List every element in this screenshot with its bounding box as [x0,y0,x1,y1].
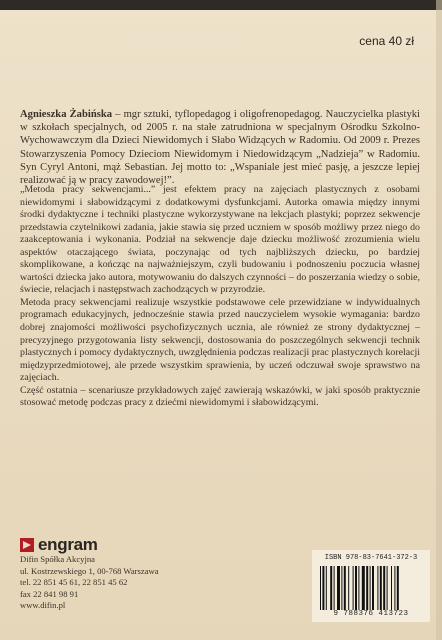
barcode-number: 9 788376 413723 [333,610,409,618]
author-name: Agnieszka Żabińska [20,109,113,120]
publisher-tel: tel. 22 851 45 61, 22 851 45 62 [20,577,128,587]
publisher-fax: fax 22 841 98 91 [20,588,79,599]
publisher-info [20,535,220,612]
barcode-icon [320,566,422,610]
publisher-address: ul. Kostrzewskiego 1, 00-768 Warszawa [20,565,159,576]
book-description [20,184,420,410]
description-paragraph-1: „Metoda pracy sekwencjami...” jest efektem pracy na zajęciach plastycznych z osobami niewidomymi i słabowidzącymi z dodatkowymi dysfunkcjami. Autorka omawia między innymi środki dydaktyczne i techniki plastyczne wykorzystywane na lekcjach plastyki; poprzez sekwencje przedstawia czytelnikowi zadania, jakie stawia się przed uczniem w sposób możliwy przez niego do zaakceptowania i wykonania. Podział na sekwencje daje dziecku możliwość zrozumienia wielu aspektów otaczającego świata, poczynając od tych najbliższych dziecku, po bardziej skomplikowane, a kończąc na najważniejszym, czyli budowaniu i podnoszeniu poczucia własnej wartości dziecka jako autora, motywowaniu do dalszych czynności – do poszerzania wiedzy o sobie, świecie, relacjach i następstwach zachodzących w przyrodzie. [20,184,420,296]
description-paragraph-3: Część ostatnia – scenariusze przykładowych zajęć zawierają wskazówki, w jaki sposób praktycznie stosować metodę podczas pracy z dziećmi niewidomymi i słabowidzącymi. [20,384,420,409]
price-label: cena 40 zł [359,34,414,48]
publisher-website: www.difin.pl [20,600,66,610]
publisher-logo [20,535,220,555]
author-bio-text: – mgr sztuki, tyflopedagog i oligofrenopedagog. Nauczycielka plastyki w szkołach specjalnych, od 2005 r. na stałe zatrudniona w specjalnym Ośrodku Szkolno-Wychowawczym dla Dzieci Niewidomych i Słabo Widzących w Radomiu. Od 2009 r. Prezes Stowarzyszenia Pomocy Dzieciom Niewidomym i Niedowidzącym „Nadzieja” w Radomiu. Syn Cyryl Antoni, mąż Sebastian. Jej motto to: „Wspaniale jest mieć pasję, a jeszcze lepiej realizować ją w pracy zawodowej!”. [20,109,420,187]
barcode-block [312,550,430,622]
publisher-logo-text: engram [38,535,98,555]
engram-logo-icon [20,538,34,552]
cover-spine-edge [436,0,442,640]
top-edge [0,0,442,10]
author-bio [20,108,420,187]
isbn-label: ISBN 978-83-7641-372-3 [324,554,418,562]
publisher-name: Difin Spółka Akcyjna [20,554,95,564]
description-paragraph-2: Metoda pracy sekwencjami realizuje wszystkie podstawowe cele przewidziane w indywidualnych programach edukacyjnych, jednocześnie stawia przed nauczycielem wysokie wymagania: bardzo dobrej znajomości możliwości psychofizycznych ucznia, ale również ze strony dydaktycznej – precyzyjnego przygotowania listy sekwencji, dostosowania do poszczególnych sekwencji technik plastycznych i pomocy dydaktycznych, uwzględnienia podczas realizacji prac plastycznych korelacji międzyprzedmiotowej, ale przede wszystkim sprawienia, by uczeń odczuwał swoje sprawstwo na zajęciach. [20,296,420,384]
